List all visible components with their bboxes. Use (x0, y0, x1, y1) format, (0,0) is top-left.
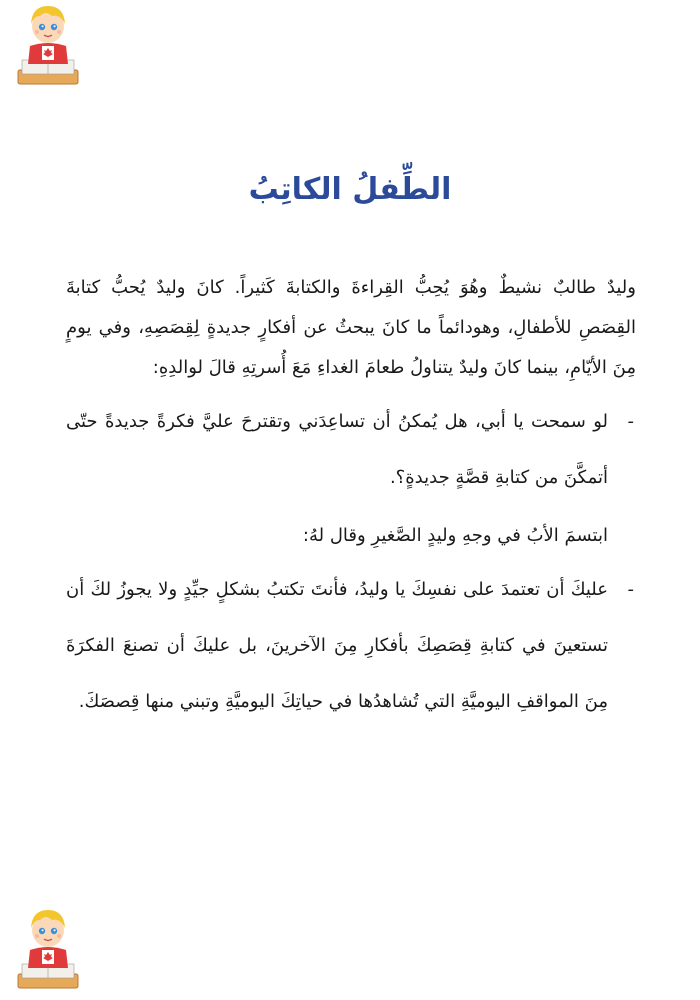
dialogue-son (66, 394, 636, 506)
boy-reading-illustration (16, 0, 80, 90)
dialogue-father-text: عليكَ أن تعتمدَ على نفسِكَ يا وليدُ، فأنتَ تكتبُ بشكلٍ جيِّدٍ ولا يجوزُ لكَ أن تستعينَ في كتابةِ قِصَصِكَ بأفكارِ مِنَ الآخرينَ، بل عليكَ أن تصنعَ الفكرَةَ مِنَ المواقفِ اليوميَّةِ التي تُشاهدُها في حياتِكَ اليوميَّةِ وتبني منها قِصصَكَ. (66, 579, 608, 712)
boy-reading-illustration (16, 904, 80, 994)
dialogue-son-text: لو سمحت يا أبي، هل يُمكنُ أن تساعِدَني وتقترحَ عليَّ فكرةً جديدةً حتّى أتمكَّنَ من كتابةِ قصَّةٍ جديدةٍ؟. (66, 411, 608, 488)
paragraph-father-smiles: ابتسمَ الأبُ في وجهِ وليدٍ الصَّغيرِ وقال لهُ: (302, 525, 608, 546)
paragraph-intro: وليدٌ طالبٌ نشيطٌ وهُوَ يُحِبُّ القِراءةَ والكتابةَ كَثيراً. كانَ وليدٌ يُحبُّ كتابةَ القِصَصِ للأطفالِ، وهودائماً ما كانَ يبحثُ عن أفكارٍ جديدةٍ لِقِصَصِهِ، وفي يومٍ مِنَ الأيّامِ، بينما كانَ وليدٌ يتناولُ طعامَ الغداءِ مَعَ أُسرتِهِ قالَ لوالدِهِ: (66, 277, 636, 378)
dialogue-father (66, 562, 636, 730)
dialogue-dash: - (627, 411, 634, 432)
dialogue-dash: - (627, 579, 634, 600)
page-title: الطِّفلُ الكاتِبُ (248, 172, 452, 208)
story-text (66, 268, 636, 730)
